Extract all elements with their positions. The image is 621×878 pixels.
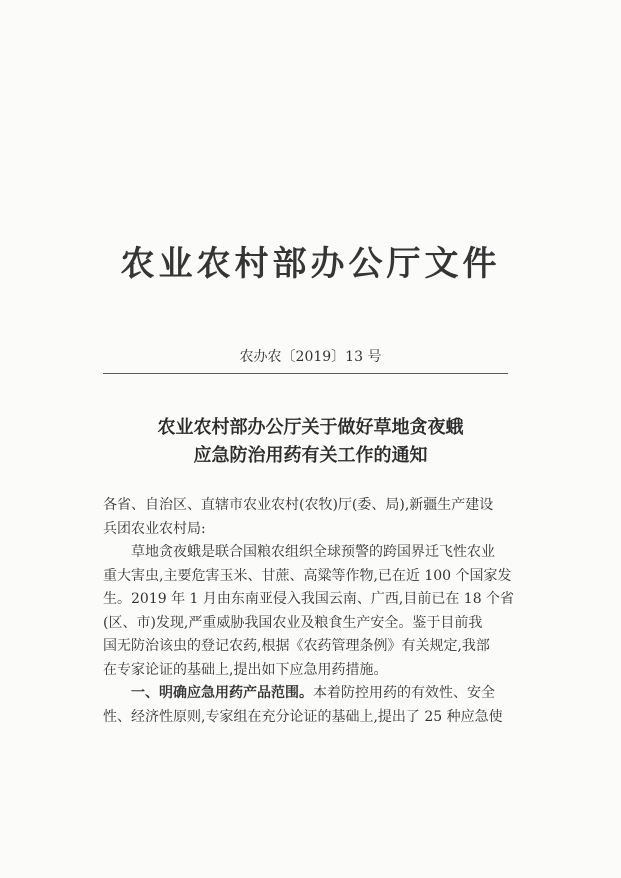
paragraph-1-line-2: 重大害虫,主要危害玉米、甘蔗、高粱等作物,已在近 100 个国家发 <box>103 567 512 584</box>
section-heading-1: 一、明确应急用药产品范围。 <box>131 685 313 701</box>
title-line-1: 农业农村部办公厅关于做好草地贪夜蛾 <box>157 417 464 438</box>
paragraph-2-line-2: 性、经济性原则,专家组在充分论证的基础上,提出了 25 种应急使 <box>103 708 503 725</box>
paragraph-1-line-6: 在专家论证的基础上,提出如下应急用药措施。 <box>103 661 388 678</box>
document-body <box>103 494 515 729</box>
paragraph-2-line-1 <box>103 682 511 706</box>
addressee-line-2: 兵团农业农村局: <box>103 520 206 537</box>
document-header: 农业农村部办公厅文件 <box>120 244 501 284</box>
paragraph-1-line-4: (区、市)发现,严重威胁我国农业及粮食生产安全。鉴于目前我 <box>103 614 483 631</box>
paragraph-2-line-1-text: 本着防控用药的有效性、安全 <box>313 685 495 701</box>
title-line-2: 应急防治用药有关工作的通知 <box>193 445 428 466</box>
document-number: 农办农〔2019〕13 号 <box>239 349 382 365</box>
paragraph-1-line-5: 国无防治该虫的登记农药,根据《农药管理条例》有关规定,我部 <box>103 638 490 654</box>
paragraph-1-line-1: 草地贪夜蛾是联合国粮农组织全球预警的跨国界迁飞性农业 <box>131 544 495 560</box>
document-title <box>0 414 621 470</box>
addressee-line-1: 各省、自治区、直辖市农业农村(农牧)厅(委、局),新疆生产建设 <box>103 497 494 513</box>
paragraph-1-line-3: 生。2019 年 1 月由东南亚侵入我国云南、广西,目前已在 18 个省 <box>103 591 515 607</box>
header-divider <box>103 373 508 374</box>
